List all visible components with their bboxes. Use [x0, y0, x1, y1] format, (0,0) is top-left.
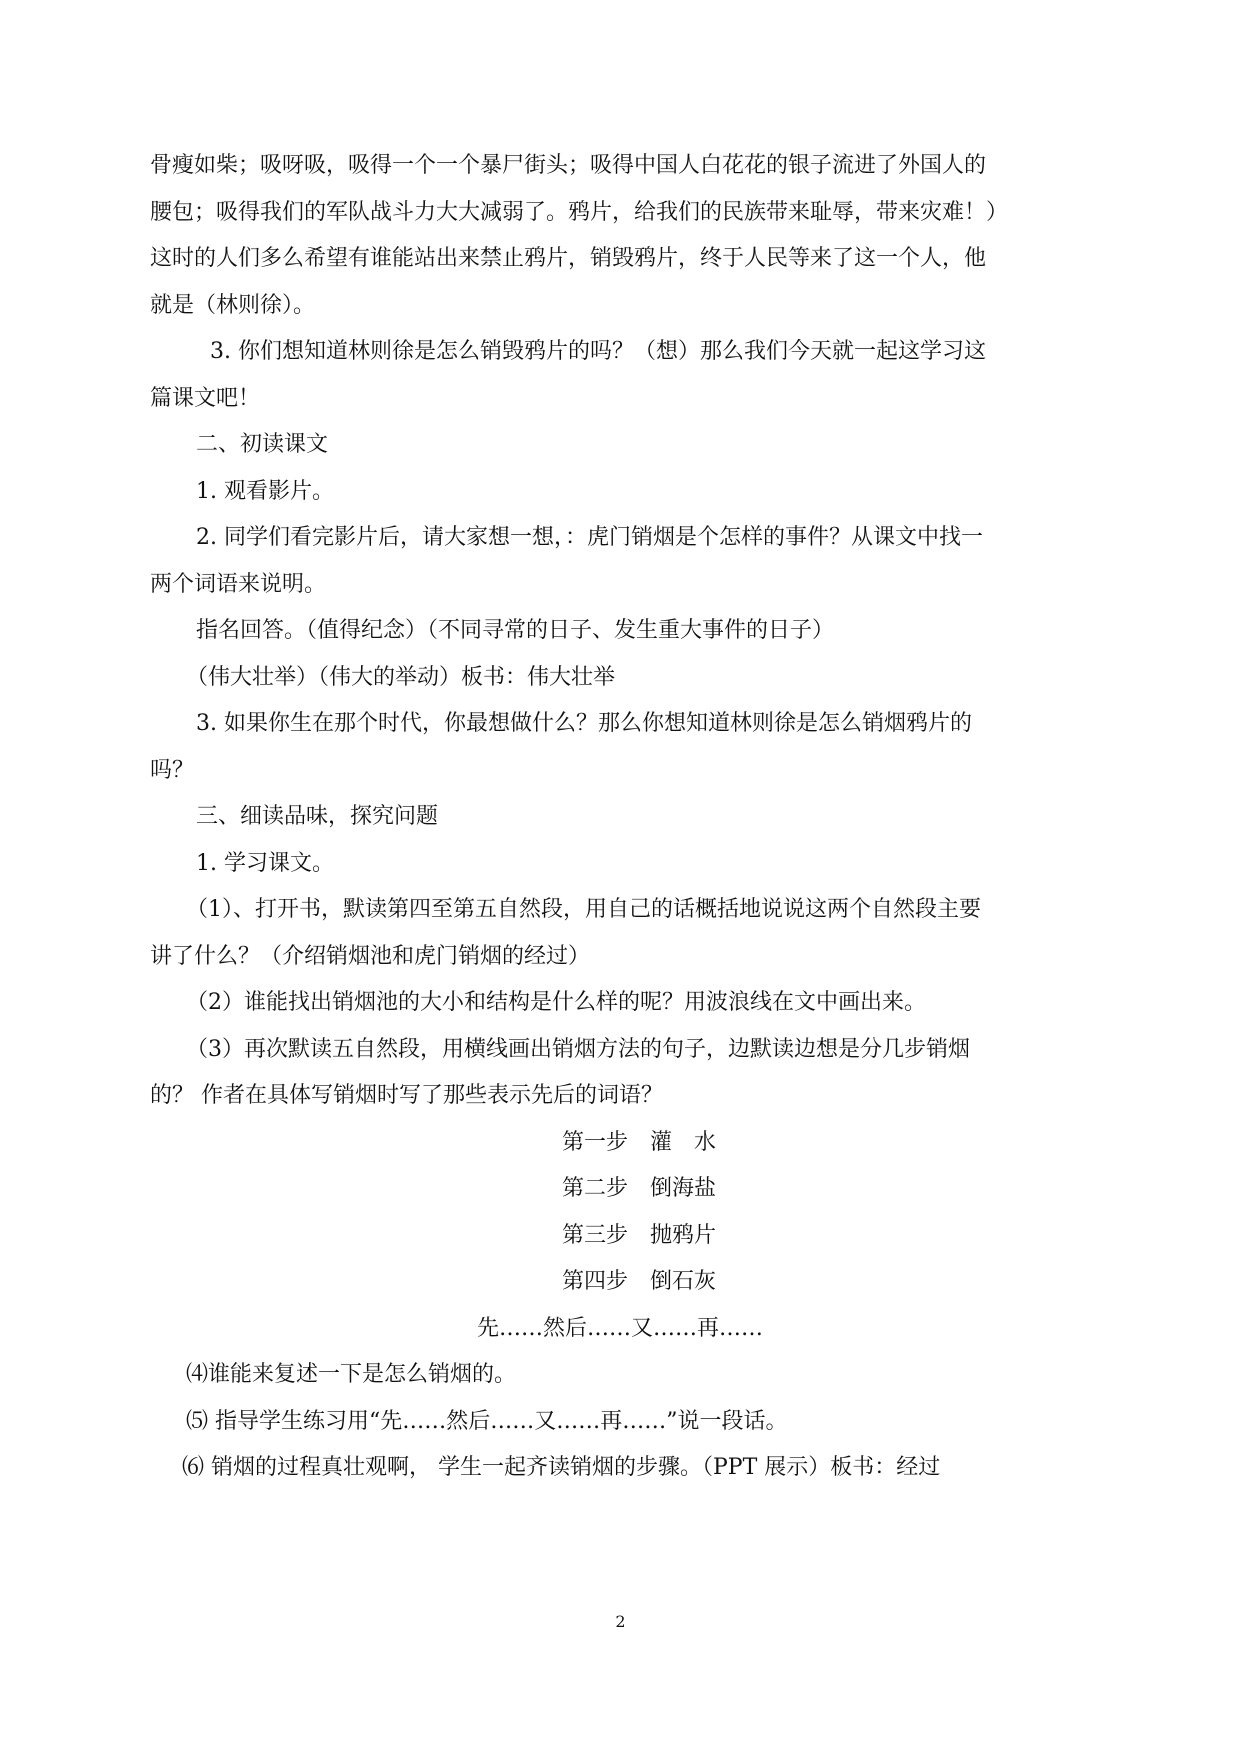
text-line: 吗？ — [150, 758, 195, 783]
text-line: 篇课文吧！ — [150, 386, 261, 411]
text-line: 这时的人们多么希望有谁能站出来禁止鸦片，销毁鸦片，终于人民等来了这一个人，他 — [150, 246, 987, 271]
text-line: ⑷谁能来复述一下是怎么销烟的。 — [186, 1362, 517, 1387]
text-line: 讲了什么？（介绍销烟池和虎门销烟的经过） — [150, 944, 591, 969]
text-line: （1）、打开书，默读第四至第五自然段，用自己的话概括地说说这两个自然段主要 — [186, 897, 981, 922]
sequence-words: 先……然后……又……再…… — [476, 1316, 763, 1341]
text-line: 3. 你们想知道林则徐是怎么销毁鸦片的吗？（想）那么我们今天就一起这学习这 — [210, 339, 986, 364]
text-line: （2）谁能找出销烟池的大小和结构是什么样的呢？用波浪线在文中画出来。 — [186, 990, 926, 1015]
text-line: 2. 同学们看完影片后，请大家想一想，：虎门销烟是个怎样的事件？从课文中找一 — [196, 525, 983, 550]
text-line: （伟大壮举）（伟大的举动）板书：伟大壮举 — [186, 665, 616, 690]
page-number: 2 — [615, 1612, 626, 1631]
section-heading: 三、细读品味，探究问题 — [196, 804, 439, 829]
text-line: 1. 观看影片。 — [196, 479, 334, 504]
step-line: 第四步 倒石灰 — [562, 1269, 717, 1294]
section-heading: 二、初读课文 — [196, 432, 329, 457]
text-line: 的？ 作者在具体写销烟时写了那些表示先后的词语？ — [150, 1083, 663, 1108]
step-line: 第二步 倒海盐 — [562, 1176, 717, 1201]
text-line: 骨瘦如柴；吸呀吸，吸得一个一个暴尸街头；吸得中国人白花花的银子流进了外国人的 — [150, 153, 987, 178]
text-line: 指名回答。（值得纪念）（不同寻常的日子、发生重大事件的日子） — [196, 618, 835, 643]
text-line: 两个词语来说明。 — [150, 572, 327, 597]
step-line: 第三步 抛鸦片 — [562, 1223, 717, 1248]
text-line: 1. 学习课文。 — [196, 851, 334, 876]
text-line: 腰包；吸得我们的军队战斗力大大减弱了。鸦片，给我们的民族带来耻辱，带来灾难！） — [150, 200, 1009, 225]
step-line: 第一步 灌 水 — [562, 1130, 717, 1155]
text-line: 3. 如果你生在那个时代，你最想做什么？那么你想知道林则徐是怎么销烟鸦片的 — [196, 711, 972, 736]
text-line: （3）再次默读五自然段，用横线画出销烟方法的句子，边默读边想是分几步销烟 — [186, 1037, 970, 1062]
text-line: 就是（林则徐）。 — [150, 293, 316, 318]
text-line: ⑹ 销烟的过程真壮观啊， 学生一起齐读销烟的步骤。（PPT 展示）板书：经过 — [182, 1455, 941, 1480]
text-line: ⑸ 指导学生练习用“先……然后……又……再……”说一段话。 — [186, 1409, 788, 1434]
